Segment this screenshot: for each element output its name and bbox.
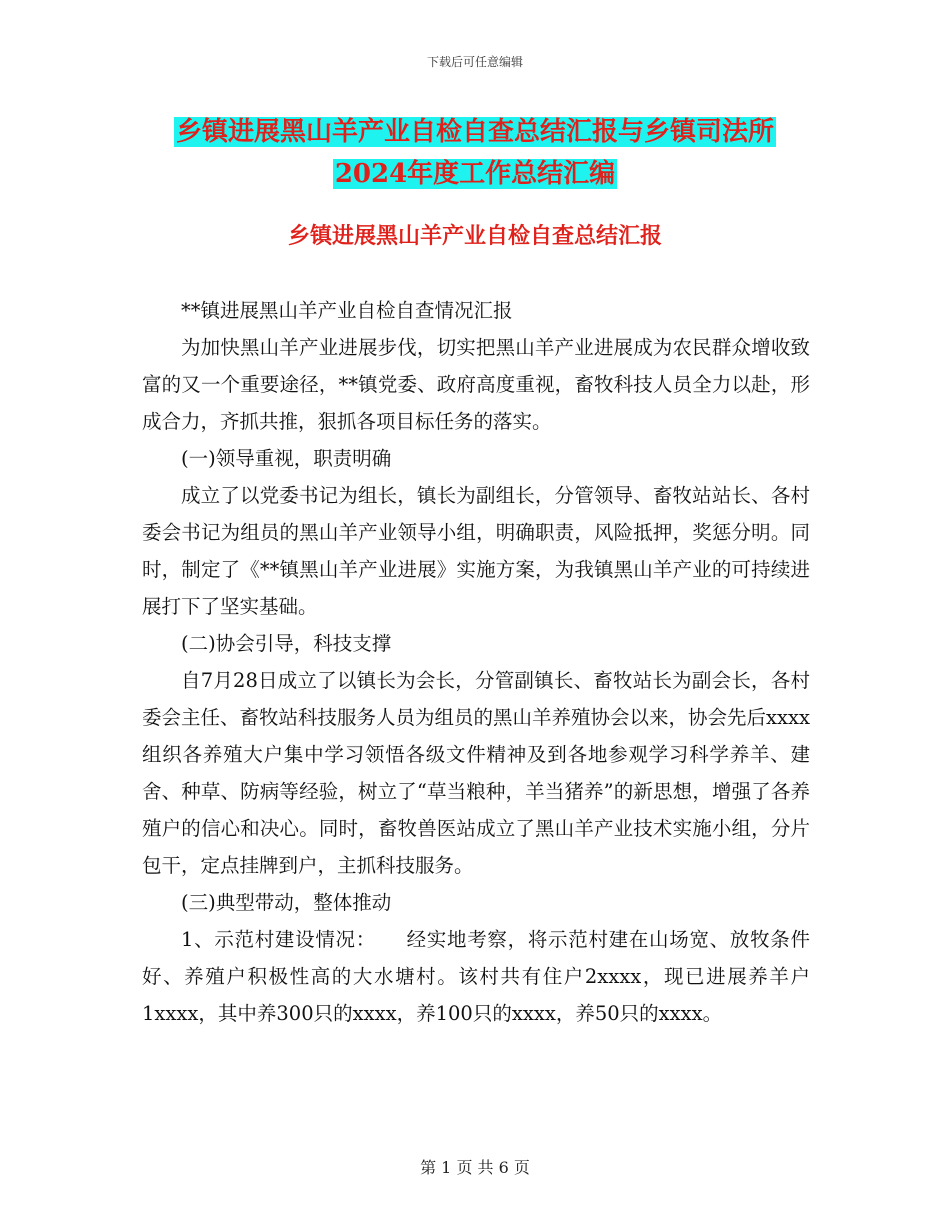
paragraph-report-heading: **镇进展黑山羊产业自检自查情况汇报 xyxy=(181,299,513,322)
document-title-line-2 xyxy=(0,152,950,196)
page-number: 第 1 页 共 6 页 xyxy=(420,1158,530,1177)
paragraph-heading-1: (一)领导重视，职责明确 xyxy=(181,447,392,470)
document-title-line-1 xyxy=(0,110,950,154)
section-subtitle: 乡镇进展黑山羊产业自检自查总结汇报 xyxy=(287,223,662,249)
paragraph-leadership: 成立了以党委书记为组长，镇长为副组长，分管领导、畜牧站站长、各村委会书记为组员的黑山羊产业领导小组，明确职责，风险抵押，奖惩分明。同时，制定了《**镇黑山羊产业进展》实施方案，为我镇黑山羊产业的可持续进展打下了坚实基础。 xyxy=(142,484,810,618)
paragraph-association: 自7月28日成立了以镇长为会长，分管副镇长、畜牧站长为副会长，各村委会主任、畜牧站科技服务人员为组员的黑山羊养殖协会以来，协会先后xxxx组织各养殖大户集中学习领悟各级文件精神及到各地参观学习科学养羊、建舍、种草、防病等经验，树立了“草当粮种，羊当猪养”的新思想，增强了各养殖户的信心和决心。同时，畜牧兽医站成立了黑山羊产业技术实施小组，分片包干，定点挂牌到户，主抓科技服务。 xyxy=(142,669,810,877)
title-highlight-2: 2024年度工作总结汇编 xyxy=(334,159,616,189)
paragraph-heading-3: (三)典型带动，整体推动 xyxy=(181,891,392,914)
paragraph-heading-2: (二)协会引导，科技支撑 xyxy=(181,632,392,655)
page-header-note: 下载后可任意编辑 xyxy=(426,55,523,69)
title-highlight-1: 乡镇进展黑山羊产业自检自查总结汇报与乡镇司法所 xyxy=(175,117,774,147)
document-body xyxy=(142,292,810,1032)
paragraph-demo-village: 1、示范村建设情况： 经实地考察，将示范村建在山场宽、放牧条件好、养殖户积极性高的大水塘村。该村共有住户2xxxx，现已进展养羊户1xxxx，其中养300只的xxxx，养100只的xxxx，养50只的xxxx。 xyxy=(142,928,810,1025)
paragraph-intro: 为加快黑山羊产业进展步伐，切实把黑山羊产业进展成为农民群众增收致富的又一个重要途径，**镇党委、政府高度重视，畜牧科技人员全力以赴，形成合力，齐抓共推，狠抓各项目标任务的落实。 xyxy=(142,336,810,433)
